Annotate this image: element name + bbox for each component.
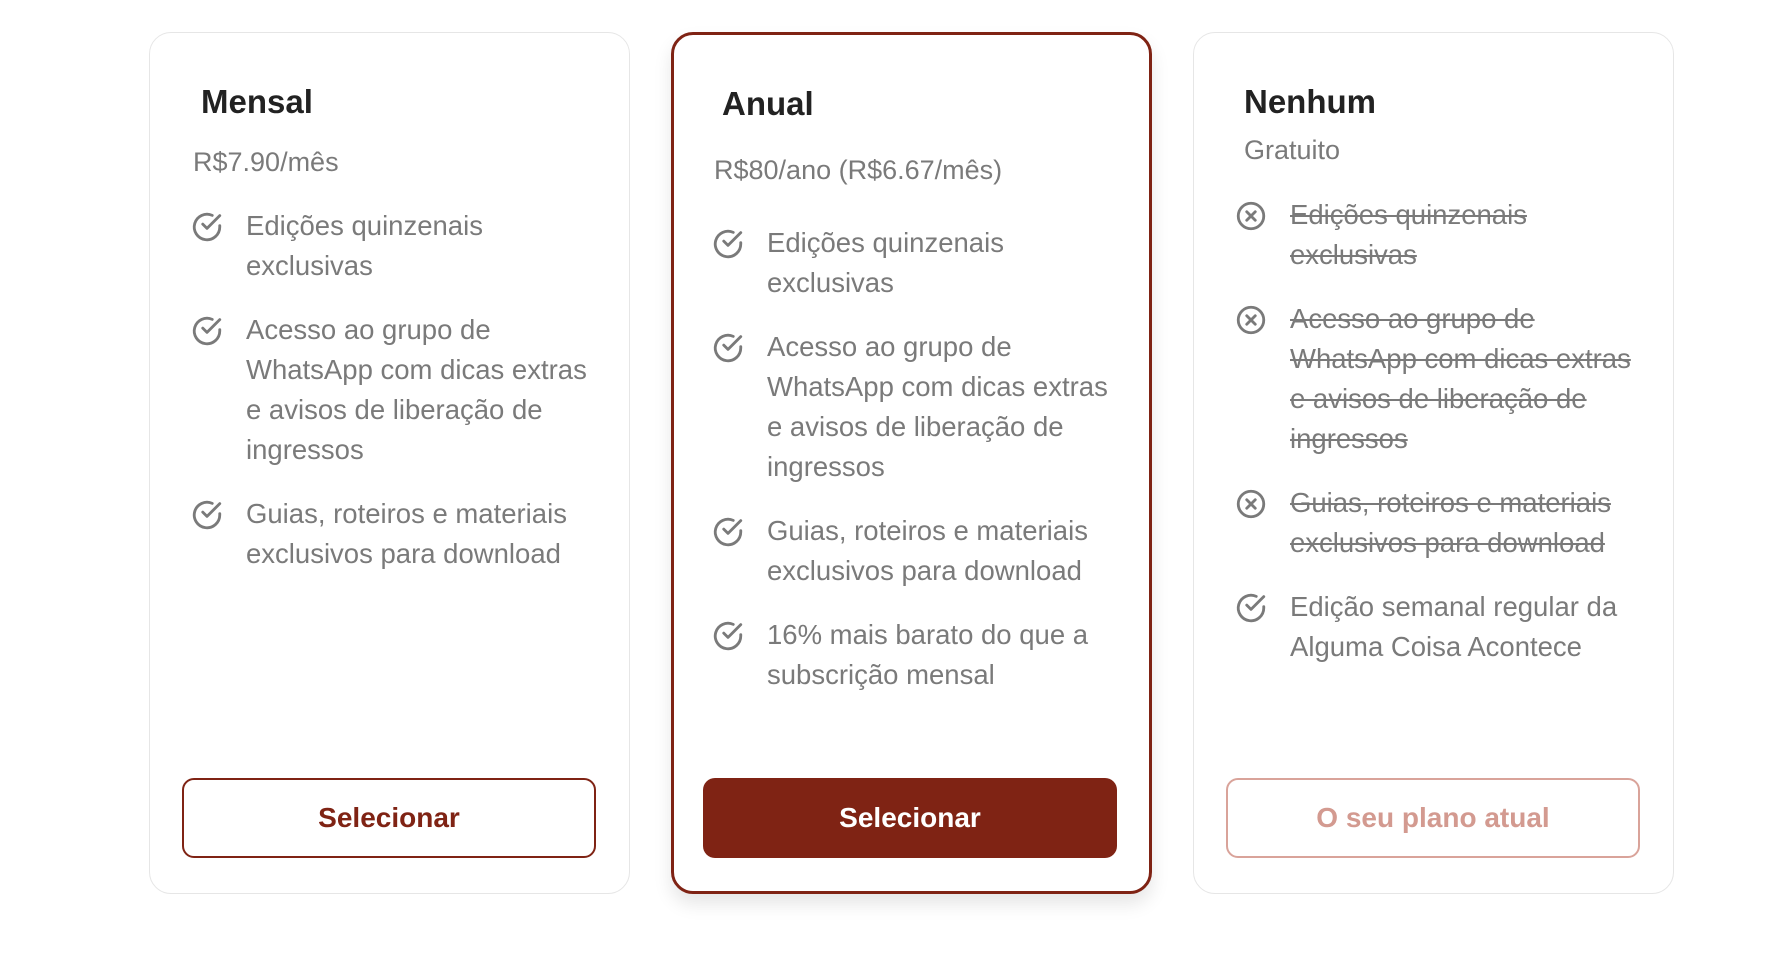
plan-price: R$80/ano (R$6.67/mês) — [714, 155, 1003, 185]
list-item — [711, 327, 1125, 487]
current-plan-button[interactable]: O seu plano atual — [1226, 778, 1640, 858]
list-item — [1234, 299, 1649, 459]
feature-list — [1234, 195, 1649, 691]
list-item — [711, 615, 1125, 695]
feature-text: Acesso ao grupo de WhatsApp com dicas extras e avisos de liberação de ingressos — [246, 314, 587, 465]
plan-name: Nenhum — [1244, 83, 1376, 120]
plan-card-mensal — [149, 32, 630, 894]
feature-text: Guias, roteiros e materiais exclusivos para download — [767, 515, 1088, 586]
check-circle-icon — [190, 210, 224, 244]
x-circle-icon — [1234, 303, 1268, 337]
check-circle-icon — [711, 515, 745, 549]
feature-text: Edições quinzenais exclusivas — [1290, 199, 1527, 270]
x-circle-icon — [1234, 199, 1268, 233]
check-circle-icon — [190, 314, 224, 348]
check-circle-icon — [711, 227, 745, 261]
plan-name: Anual — [722, 85, 814, 122]
feature-text: Acesso ao grupo de WhatsApp com dicas extras e avisos de liberação de ingressos — [767, 331, 1108, 482]
plan-name: Mensal — [201, 83, 313, 120]
plan-price: Gratuito — [1244, 135, 1341, 165]
select-anual-button[interactable]: Selecionar — [703, 778, 1117, 858]
feature-text: Guias, roteiros e materiais exclusivos para download — [246, 498, 567, 569]
list-item — [1234, 483, 1649, 563]
x-circle-icon — [1234, 487, 1268, 521]
list-item — [190, 206, 605, 286]
select-mensal-button[interactable]: Selecionar — [182, 778, 596, 858]
list-item — [711, 511, 1125, 591]
feature-text: Edições quinzenais exclusivas — [767, 227, 1004, 298]
feature-list — [190, 206, 605, 598]
feature-text: Edição semanal regular da Alguma Coisa Acontece — [1290, 591, 1618, 662]
check-circle-icon — [190, 498, 224, 532]
check-circle-icon — [711, 331, 745, 365]
list-item — [190, 310, 605, 470]
feature-list — [711, 223, 1125, 719]
plan-price: R$7.90/mês — [193, 147, 339, 177]
feature-text: Guias, roteiros e materiais exclusivos para download — [1290, 487, 1611, 558]
plan-card-nenhum — [1193, 32, 1674, 894]
check-circle-icon — [711, 619, 745, 653]
list-item — [1234, 195, 1649, 275]
plan-card-anual — [671, 32, 1152, 894]
feature-text: Acesso ao grupo de WhatsApp com dicas extras e avisos de liberação de ingressos — [1290, 303, 1631, 454]
list-item — [711, 223, 1125, 303]
list-item — [1234, 587, 1649, 667]
check-circle-icon — [1234, 591, 1268, 625]
list-item — [190, 494, 605, 574]
feature-text: Edições quinzenais exclusivas — [246, 210, 483, 281]
feature-text: 16% mais barato do que a subscrição mensal — [767, 619, 1089, 690]
